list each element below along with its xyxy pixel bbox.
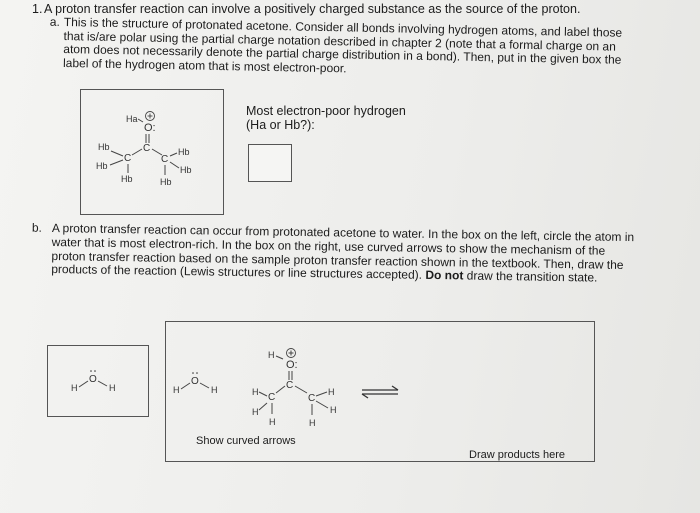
water-oxygen-2: O — [191, 376, 199, 387]
part-b-prompt: A proton transfer reaction can occur from protonated acetone to water. In the box on the left, circle the atom in water that is most electron-rich. In the box on the right, use curved arrows to show the mechanism of the proton transfer reaction based on the sample proton transfer reaction shown in the textbook. Then, draw the products of the reaction (Lewis structures or line structures accepted). — [51, 221, 635, 283]
part-b-text — [31, 220, 642, 286]
water-h-left-2: H — [173, 385, 180, 395]
part-a-text — [49, 14, 644, 81]
h-a-label: Ha — [126, 114, 138, 124]
oxygen-atom: O: — [144, 122, 156, 134]
protonated-acetone-structure-b — [248, 345, 358, 435]
most-electron-poor-prompt — [246, 104, 406, 132]
protonated-acetone-structure-a — [80, 89, 222, 213]
water-h-right-2: H — [211, 385, 218, 395]
electron-poor-subtitle: (Ha or Hb?): — [246, 118, 315, 132]
right-methyl-carbon-b: C — [308, 393, 316, 404]
part-b-do-not: Do not — [425, 268, 464, 283]
h-b2: H — [252, 407, 259, 417]
h-b1: H — [252, 387, 259, 397]
equilibrium-arrows — [358, 385, 404, 399]
h-b-label-5: Hb — [180, 165, 192, 175]
h-b-label-1: Hb — [98, 142, 110, 152]
show-curved-arrows-caption: Show curved arrows — [196, 435, 296, 447]
part-a-label: a. — [49, 14, 61, 29]
h-b4: H — [328, 387, 335, 397]
electron-poor-title: Most electron-poor hydrogen — [246, 104, 406, 118]
question-number: 1. — [32, 2, 43, 16]
left-methyl-carbon-b: C — [268, 392, 276, 403]
water-h-right: H — [109, 383, 116, 393]
oxygen-atom-b: O: — [286, 359, 298, 371]
water-molecule-left — [47, 345, 147, 415]
part-b-closing: draw the transition state. — [463, 268, 598, 285]
h-b-label-2: Hb — [96, 161, 108, 171]
h-b-label-4: Hb — [178, 147, 190, 157]
left-methyl-carbon: C — [124, 153, 132, 164]
h-b5: H — [330, 405, 337, 415]
water-oxygen: O — [89, 374, 97, 385]
part-a-prompt: This is the structure of protonated acetone. Consider all bonds involving hydrogen atoms, and label those that is/are polar using the partial charge notation described in chapter 2 (note that a formal charge on an atom does not necessarily denote the partial charge distribution in a bond). Then, put in the given box the label of the hydrogen atom that is most electron-poor. — [62, 15, 623, 75]
right-methyl-carbon: C — [161, 154, 169, 165]
h-b-label-3: Hb — [121, 174, 133, 184]
h-b6: H — [309, 418, 316, 428]
h-b3: H — [269, 417, 276, 427]
part-b-label: b. — [31, 220, 43, 235]
carbonyl-carbon-b: C — [286, 380, 294, 391]
h-acidic-label: H — [268, 350, 275, 360]
draw-products-caption: Draw products here — [469, 449, 565, 461]
question-intro: A proton transfer reaction can involve a positively charged substance as the source of the proton. — [44, 2, 581, 16]
carbonyl-carbon: C — [143, 143, 151, 154]
water-h-left: H — [71, 383, 78, 393]
electron-poor-answer-box[interactable] — [248, 144, 292, 182]
h-b-label-6: Hb — [160, 177, 172, 187]
